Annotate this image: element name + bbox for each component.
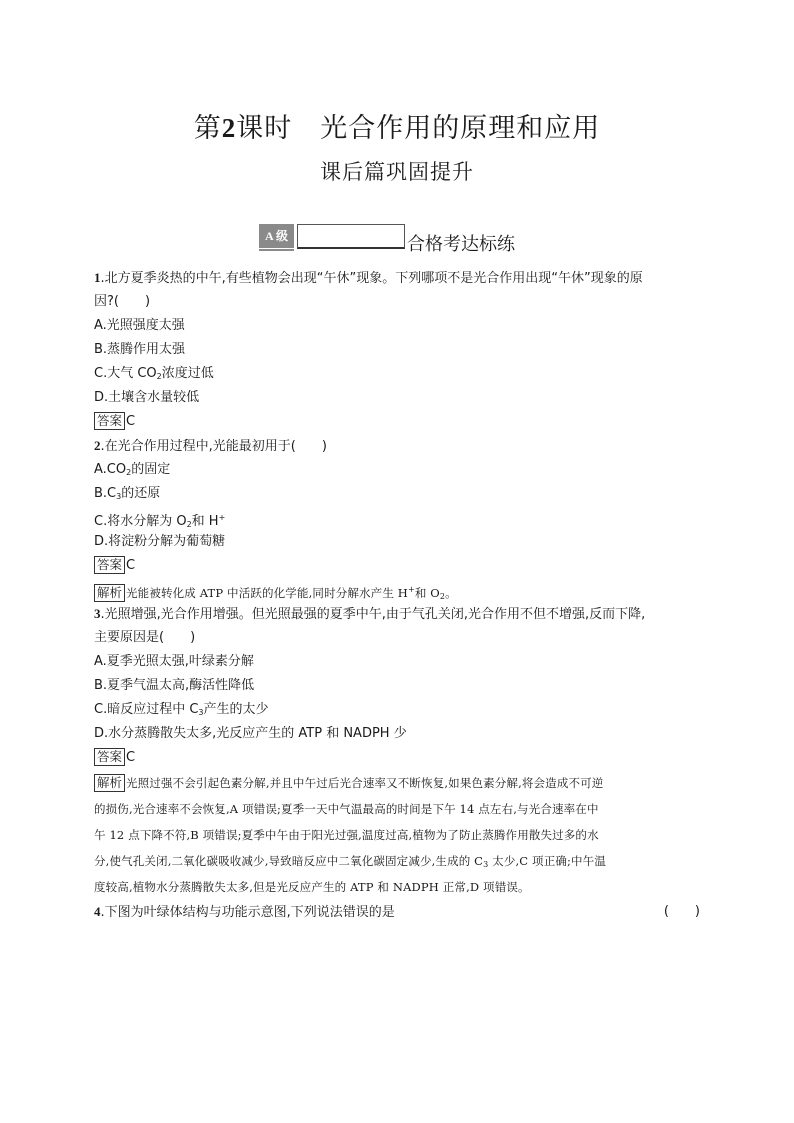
option-d: D.水分蒸腾散失太多,光反应产生的 ATP 和 NADPH 少 [94,726,407,741]
option-b: $B.C_3$的还原 [94,486,161,501]
question-3: 3.光照增强,光合作用增强。但光照最强的夏季中午,由于气孔关闭,光合作用不但不增强,反而下降, 主要原因是( ) A.夏季光照太强,叶绿素分解 B.夏季气温太高,酶活性降低 C.暗反应过程中 $C_3$产生的太少 D.水分蒸腾散失太多,光反应产生的 ATP 和 NADPH 少 答案 C 解析 光照过强不会引起色素分解,并且中午过后光合速率又不断恢复,如果色素分解,将会造成不可逆 的损伤,光合速率不会恢复,A 项错误;夏季一天中气温最高的时间是下午 14 点左右,与光合速率在中 午 12 点下降不符,B 项错误;夏季中午由于阳光过强,温度过高,植物为了防止蒸腾作用散失过多的水 分,使气孔关闭,二氧化碳吸收减少,导致暗反应中二氧化碳固定减少,生成的 $C_3$ 太少,C 项正确;中午温 度较高,植物水分蒸腾散失太多,但是光反应产生的 ATP 和 NADPH 正常,D 项错误。 [94,602,700,900]
answer-row [94,746,700,770]
question-2: 2.在光合作用过程中,光能最初用于( ) $A.CO_2$的固定 $B.C_3$的还原 C.将水分解为 $O_2$和 H+ D.将淀粉分解为葡萄糖 答案 C 解析 光能被转化成 ATP 中活跃的化学能,同时分解水产生 H+和 $O_2$。 [94,434,700,602]
answer-tag: 答案 [94,412,125,430]
explanation-row: 解析 光照过强不会引起色素分解,并且中午过后光合速率又不断恢复,如果色素分解,将会造成不可逆 [94,770,700,796]
explanation-row [94,578,700,602]
answer-tag: 答案 [94,556,125,574]
page-title: 第2课时 光合作用的原理和应用 [193,113,601,144]
page-subtitle: 课后篇巩固提升 [320,160,474,184]
option-c: C.大气 $CO_2$浓度过低 [94,366,214,381]
question-1: 1.北方夏季炎热的中午,有些植物会出现“午休”现象。下列哪项不是光合作用出现“午休”现象的原 因?( ) A.光照强度太强 B.蒸腾作用太强 C.大气 $CO_2$浓度过低 D.土壤含水量较低 答案 C [94,266,700,434]
explanation-tag: 解析 [94,774,125,792]
option-b: B.夏季气温太高,酶活性降低 [94,678,255,693]
option-c: C.将水分解为 $O_2$和 H+ [94,513,226,529]
score-box [297,224,405,249]
option-b: B.蒸腾作用太强 [94,342,186,357]
option-d: D.土壤含水量较低 [94,390,200,405]
answer-value: C [126,414,136,429]
section-label: 合格考达标练 [407,234,515,255]
answer-tag: 答案 [94,748,125,766]
explanation-tag: 解析 [94,584,125,602]
option-a: A.光照强度太强 [94,318,185,333]
answer-value: C [126,558,136,573]
option-a: $A.CO_2$的固定 [94,462,171,477]
option-c: C.暗反应过程中 $C_3$产生的太少 [94,702,269,717]
level-badge: A 级 [259,224,294,248]
answer-row [94,554,700,578]
answer-blank: ( ) [663,904,700,919]
option-d: D.将淀粉分解为葡萄糖 [94,534,226,549]
answer-row [94,410,700,434]
option-a: A.夏季光照太强,叶绿素分解 [94,654,254,669]
answer-value: C [126,750,136,765]
question-4: 4.下图为叶绿体结构与功能示意图,下列说法错误的是 ( ) [94,900,700,924]
explanation-text: 光能被转化成 ATP 中活跃的化学能,同时分解水产生 H+和 $O_2$。 [126,585,457,601]
question-list [94,266,700,924]
